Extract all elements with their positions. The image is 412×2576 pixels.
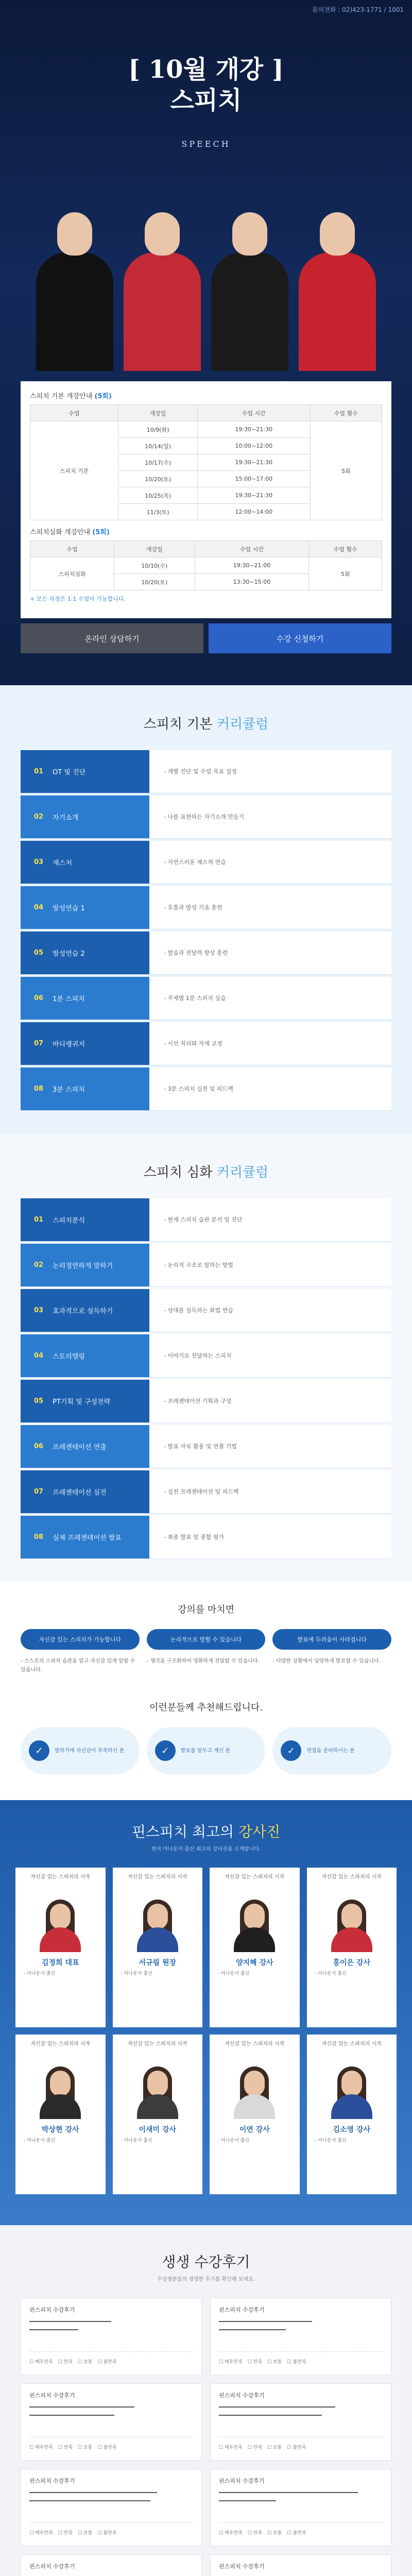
after-course-item: 자신감 있는 스피치가 가능합니다 - 스스로의 스피치 습관을 알고 자신감 있게 말할 수 있습니다. <box>21 1629 140 1674</box>
contact-phone: 문의전화 : 02)423-1771 / 1001 <box>312 6 404 13</box>
instructor-career: - 아나운서 출신 <box>315 1971 347 1976</box>
reviews-title: 생생 수강후기 <box>162 2253 250 2270</box>
curriculum-step: 03 효과적으로 설득하기 <box>21 1289 149 1332</box>
curriculum-step: 02 자기소개 <box>21 795 149 838</box>
rating-option: ☐ 매우만족 <box>29 2529 53 2536</box>
instructor-photo <box>132 2062 183 2119</box>
rating-options <box>29 2529 193 2536</box>
recommend-item: ✓ 발표를 앞두고 계신 분 <box>147 1727 266 1774</box>
instructor-name: 홍이은 강사 <box>333 1959 370 1967</box>
curriculum-step: 01 스피치분석 <box>21 1198 149 1241</box>
review-header: 핀스피치 수강후기 <box>219 2392 265 2399</box>
curriculum-description: - 발표 자료 활용 및 연출 기법 <box>164 1443 237 1450</box>
instructor-figure <box>124 212 201 371</box>
curriculum-step: 07 프레젠테이션 실전 <box>21 1470 149 1513</box>
instructor-career: - 아나운서 출신 <box>24 2138 56 2143</box>
review-card <box>21 2554 202 2576</box>
curriculum-step: 05 PT기획 및 구성전략 <box>21 1380 149 1422</box>
rating-option: ☐ 매우만족 <box>219 2444 243 2450</box>
basic-curriculum-section <box>0 685 412 1133</box>
rating-option: ☐ 만족 <box>58 2529 73 2536</box>
advanced-curriculum-row <box>21 1425 391 1468</box>
review-card <box>210 2383 391 2461</box>
basic-curriculum-row <box>21 1022 391 1065</box>
rating-option: ☐ 만족 <box>248 2529 262 2536</box>
instructor-name: 이연 강사 <box>239 2126 270 2134</box>
curriculum-step: 08 실제 프레젠테이션 발표 <box>21 1516 149 1558</box>
curriculum-description: - 프레젠테이션 기획과 구성 <box>164 1397 232 1404</box>
curriculum-step: 07 바디랭귀지 <box>21 1022 149 1065</box>
basic-curriculum-row <box>21 750 391 793</box>
after-course-title: 강의를 마치면 <box>177 1604 235 1615</box>
rating-option: ☐ 매우만족 <box>29 2444 53 2450</box>
rating-option: ☐ 보통 <box>267 2444 282 2450</box>
instructor-card: 자신감 있는 스피치의 시작 양지혜 강사 - 아나운서 출신 <box>210 1868 300 2027</box>
instructor-card: 자신감 있는 스피치의 시작 김정희 대표 - 아나운서 출신 <box>15 1868 106 2027</box>
reviews-subtitle: 수강생분들의 생생한 후기를 확인해 보세요. <box>157 2277 255 2282</box>
advanced-curriculum-row <box>21 1516 391 1559</box>
recommend-item: ✓ 말하기에 자신감이 부족하신 분 <box>21 1727 140 1774</box>
instructor-name: 이새미 강사 <box>139 2126 176 2134</box>
curriculum-step: 05 발성연습 2 <box>21 931 149 974</box>
review-header: 핀스피치 수강후기 <box>219 2478 265 2484</box>
curriculum-description: - 논리적 구조로 말하는 방법 <box>164 1261 233 1268</box>
rating-options <box>29 2444 193 2450</box>
review-handwriting <box>29 2321 193 2352</box>
rating-option: ☐ 보통 <box>78 2444 92 2450</box>
rating-option: ☐ 보통 <box>267 2358 282 2365</box>
instructors-section <box>0 1800 412 2225</box>
curriculum-description: - 호흡과 발성 기초 훈련 <box>164 904 222 911</box>
basic-curriculum-row <box>21 931 391 975</box>
hero-section <box>0 0 412 685</box>
instructor-photo <box>35 2062 86 2119</box>
review-card <box>210 2554 391 2576</box>
instructor-career: - 아나운서 출신 <box>121 1971 152 1976</box>
advanced-schedule-header: 스피치심화 개강안내 (5회) <box>30 529 110 536</box>
instructor-name: 김소영 강사 <box>333 2126 370 2134</box>
after-course-item: 논리적으로 말할 수 있습니다 - 생각을 구조화하여 명확하게 전달할 수 있습니다. <box>147 1629 266 1674</box>
instructor-figure <box>211 212 288 371</box>
instructor-name: 박상현 강사 <box>42 2126 79 2134</box>
instructor-card: 자신감 있는 스피치의 시작 서규림 원장 - 아나운서 출신 <box>113 1868 203 2027</box>
rating-option: ☐ 매우만족 <box>219 2358 243 2365</box>
rating-option: ☐ 만족 <box>248 2444 262 2450</box>
apply-button[interactable]: 수강 신청하기 <box>209 623 391 653</box>
rating-option: ☐ 보통 <box>78 2358 92 2365</box>
timetable-panel <box>21 381 391 618</box>
cta-buttons <box>21 623 391 653</box>
check-icon: ✓ <box>281 1740 301 1761</box>
basic-curriculum-row <box>21 977 391 1020</box>
advanced-curriculum-row <box>21 1380 391 1423</box>
review-card <box>210 2298 391 2375</box>
recommend-item: ✓ 면접을 준비하시는 분 <box>272 1727 391 1774</box>
curriculum-step: 01 OT 및 진단 <box>21 750 149 793</box>
review-header: 핀스피치 수강후기 <box>29 2307 75 2313</box>
rating-option: ☐ 만족 <box>58 2444 73 2450</box>
rating-options <box>29 2358 193 2365</box>
rating-option: ☐ 불만족 <box>97 2529 116 2536</box>
instructor-card: 자신감 있는 스피치의 시작 김소영 강사 - 아나운서 출신 <box>307 2035 397 2194</box>
instructor-card: 자신감 있는 스피치의 시작 박상현 강사 - 아나운서 출신 <box>15 2035 106 2194</box>
hero-instructors-photo <box>31 155 381 371</box>
advanced-curriculum-title: 스피치 심화 커리큘럼 <box>143 1165 269 1180</box>
review-header: 핀스피치 수강후기 <box>29 2563 75 2570</box>
after-course-item: 발표에 두려움이 사라집니다 - 다양한 상황에서 당당하게 발표할 수 있습니다. <box>272 1629 391 1674</box>
rating-option: ☐ 불만족 <box>97 2358 116 2365</box>
reviews-section <box>0 2225 412 2576</box>
rating-option: ☐ 불만족 <box>287 2529 306 2536</box>
advanced-curriculum-row <box>21 1334 391 1378</box>
instructor-photo <box>229 2062 280 2119</box>
instructor-photo <box>326 1895 377 1952</box>
advanced-curriculum-row <box>21 1244 391 1287</box>
instructors-title: 핀스피치 최고의 강사진 <box>131 1823 281 1840</box>
instructor-career: - 아나운서 출신 <box>218 2138 250 2143</box>
review-handwriting <box>219 2321 383 2352</box>
rating-option: ☐ 불만족 <box>97 2444 116 2450</box>
curriculum-description: - 최종 발표 및 종합 평가 <box>164 1533 225 1540</box>
rating-option: ☐ 만족 <box>58 2358 73 2365</box>
curriculum-step: 08 3분 스피치 <box>21 1067 149 1110</box>
instructor-card: 자신감 있는 스피치의 시작 홍이은 강사 - 아나운서 출신 <box>307 1868 397 2027</box>
recommend-title: 이런분들께 추천해드립니다. <box>149 1702 263 1713</box>
review-handwriting <box>29 2406 193 2437</box>
curriculum-step: 03 제스처 <box>21 841 149 884</box>
rating-options <box>219 2358 383 2365</box>
hero-title-line2: 스피치 <box>170 86 242 115</box>
instructor-photo <box>229 1895 280 1952</box>
curriculum-description: - 시선 처리와 자세 교정 <box>164 1040 222 1047</box>
online-counsel-button[interactable]: 온라인 상담하기 <box>21 623 203 653</box>
instructor-figure <box>36 212 113 371</box>
basic-curriculum-row <box>21 886 391 929</box>
review-handwriting <box>219 2492 383 2523</box>
basic-curriculum-row <box>21 1067 391 1111</box>
rating-options <box>219 2444 383 2450</box>
curriculum-description: - 3분 스피치 실전 및 피드백 <box>164 1085 233 1092</box>
review-header: 핀스피치 수강후기 <box>29 2478 75 2484</box>
review-card <box>21 2469 202 2546</box>
basic-curriculum-row <box>21 841 391 884</box>
curriculum-step: 02 논리정연하게 말하기 <box>21 1244 149 1286</box>
instructor-name: 서규림 원장 <box>139 1959 176 1967</box>
basic-schedule-table: 수업 개강일 수업 시간 수업 횟수 스피치 기본 10/9(화) 19:30~21:30 5회 10/14(일) 10:00~12:00 10/17(수) 19:30~21:30 10/20(토) 15:00~17:00 10/25(목) 19:30~21:30 11/3(토) 12:00~14:00 <box>30 404 382 520</box>
curriculum-description: - 실전 프레젠테이션 및 피드백 <box>164 1488 239 1495</box>
hero-subtitle: SPEECH <box>181 139 231 149</box>
basic-schedule-header: 스피치 기본 개강안내 (5회) <box>30 393 112 400</box>
rating-option: ☐ 만족 <box>248 2358 262 2365</box>
instructor-career: - 아나운서 출신 <box>218 1971 250 1976</box>
rating-option: ☐ 매우만족 <box>29 2358 53 2365</box>
check-icon: ✓ <box>155 1740 176 1761</box>
rating-options <box>219 2529 383 2536</box>
instructor-card: 자신감 있는 스피치의 시작 이새미 강사 - 아나운서 출신 <box>113 2035 203 2194</box>
rating-option: ☐ 보통 <box>78 2529 92 2536</box>
timetable-note: + 모든 과정은 1:1 수업이 가능합니다. <box>30 596 126 602</box>
hero-title-line1: [ 10월 개강 ] <box>128 55 284 84</box>
review-header: 핀스피치 수강후기 <box>29 2392 75 2399</box>
instructor-photo <box>326 2062 377 2119</box>
instructor-career: - 아나운서 출신 <box>315 2138 347 2143</box>
curriculum-description: - 나를 표현하는 자기소개 만들기 <box>164 813 245 820</box>
curriculum-description: - 상대를 설득하는 화법 연습 <box>164 1307 233 1314</box>
curriculum-description: - 이야기로 전달하는 스피치 <box>164 1352 232 1359</box>
rating-option: ☐ 불만족 <box>287 2444 306 2450</box>
advanced-curriculum-row <box>21 1289 391 1332</box>
recommend-section <box>0 1685 412 1800</box>
instructor-name: 양지혜 강사 <box>236 1959 273 1967</box>
after-course-section <box>0 1582 412 1685</box>
advanced-curriculum-section <box>0 1133 412 1582</box>
instructor-figure <box>299 212 376 371</box>
advanced-curriculum-row <box>21 1470 391 1514</box>
advanced-schedule-table: 수업 개강일 수업 시간 수업 횟수 스피치심화 10/10(수) 19:30~21:00 5회 10/20(토) 13:30~15:00 <box>30 540 382 590</box>
rating-option: ☐ 매우만족 <box>219 2529 243 2536</box>
review-card <box>210 2469 391 2546</box>
curriculum-description: - 자연스러운 제스처 연습 <box>164 858 226 866</box>
hero-title <box>0 54 412 116</box>
curriculum-step: 04 발성연습 1 <box>21 886 149 929</box>
advanced-curriculum-row <box>21 1198 391 1242</box>
instructors-subtitle: 현직 아나운서 출신 최고의 강사진을 소개합니다. <box>151 1846 261 1852</box>
instructor-photo <box>35 1895 86 1952</box>
rating-option: ☐ 불만족 <box>287 2358 306 2365</box>
instructor-photo <box>132 1895 183 1952</box>
review-card <box>21 2383 202 2461</box>
curriculum-description: - 주제별 1분 스피치 실습 <box>164 994 226 1002</box>
basic-curriculum-row <box>21 795 391 839</box>
curriculum-description: - 발음과 전달력 향상 훈련 <box>164 949 228 956</box>
rating-option: ☐ 보통 <box>267 2529 282 2536</box>
review-header: 핀스피치 수강후기 <box>219 2563 265 2570</box>
review-handwriting <box>29 2492 193 2523</box>
instructor-career: - 아나운서 출신 <box>121 2138 152 2143</box>
curriculum-step: 04 스토리텔링 <box>21 1334 149 1377</box>
instructor-card: 자신감 있는 스피치의 시작 이연 강사 - 아나운서 출신 <box>210 2035 300 2194</box>
curriculum-step: 06 1분 스피치 <box>21 977 149 1020</box>
check-icon: ✓ <box>29 1740 49 1761</box>
instructor-name: 김정희 대표 <box>42 1959 79 1967</box>
curriculum-step: 06 프레젠테이션 연출 <box>21 1425 149 1468</box>
instructor-career: - 아나운서 출신 <box>24 1971 56 1976</box>
curriculum-description: - 현재 스피치 습관 분석 및 진단 <box>164 1216 243 1223</box>
review-handwriting <box>219 2406 383 2437</box>
basic-curriculum-title: 스피치 기본 커리큘럼 <box>143 717 269 732</box>
review-header: 핀스피치 수강후기 <box>219 2307 265 2313</box>
review-card <box>21 2298 202 2375</box>
curriculum-description: - 개별 진단 및 수업 목표 설정 <box>164 768 237 775</box>
